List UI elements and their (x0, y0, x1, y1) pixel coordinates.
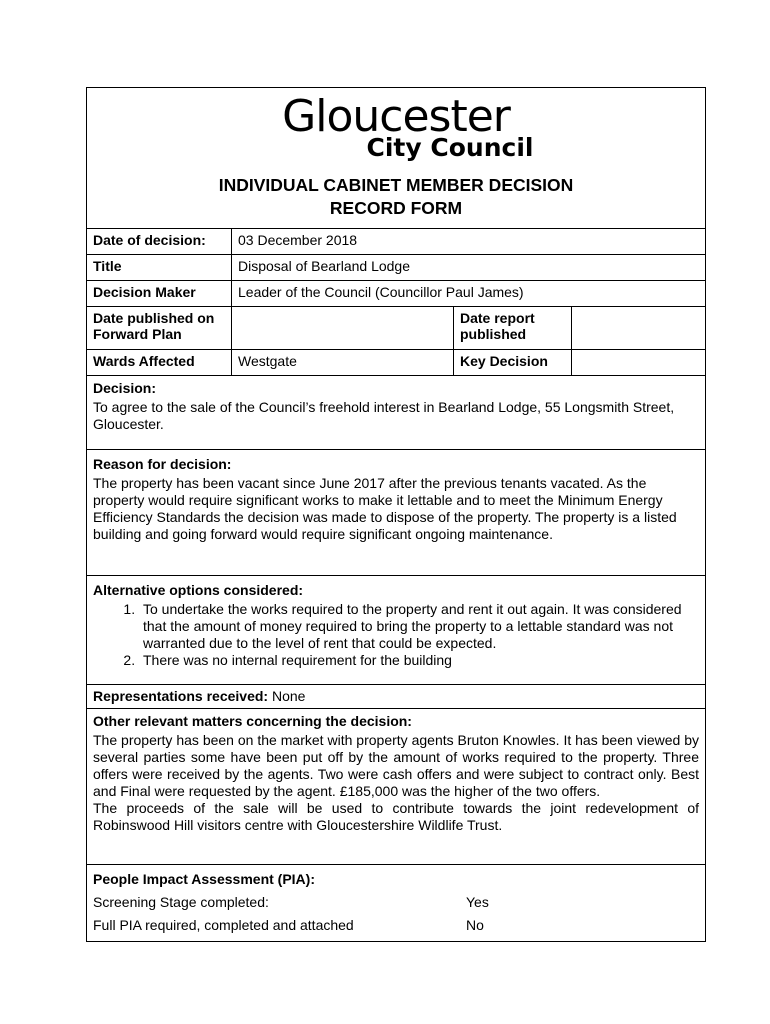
pia-screening-label: Screening Stage completed: (93, 894, 269, 910)
decision-text: To agree to the sale of the Council’s freehold interest in Bearland Lodge, 55 Longsmith Street, Gloucester. (93, 399, 675, 432)
decision-maker-label: Decision Maker (87, 281, 232, 306)
reason-text: The property has been vacant since June 2017 after the previous tenants vacated. As the property would require significant works to make it lettable and to meet the Minimum Energy Efficiency Standards the decision was made to dispose of the property. The property is a listed building and going forward would require significant ongoing maintenance. (93, 475, 677, 542)
row-title (87, 255, 705, 281)
decision-section (87, 376, 705, 450)
row-decision-maker (87, 281, 705, 307)
form-title-line-1: INDIVIDUAL CABINET MEMBER DECISION (218, 175, 574, 195)
other-matters-paragraph-2: The proceeds of the sale will be used to contribute towards the joint redevelopment of Robinswood Hill visitors centre with Gloucestershire Wildlife Trust. (93, 800, 699, 833)
other-matters-heading: Other relevant matters concerning the decision: (93, 713, 412, 729)
alternative-item: 2. There was no internal requirement for the building (139, 652, 699, 669)
alternatives-section (87, 576, 705, 685)
reason-heading: Reason for decision: (93, 456, 232, 472)
title-value: Disposal of Bearland Lodge (238, 258, 411, 274)
wards-value: Westgate (232, 350, 454, 375)
pia-full-line (93, 917, 699, 934)
row-date-of-decision (87, 229, 705, 255)
wards-label: Wards Affected (87, 350, 232, 375)
representations-heading: Representations received: (93, 688, 269, 704)
row-publication (87, 307, 705, 350)
other-matters-paragraph-1: The property has been on the market with property agents Bruton Knowles. It has been viewed by several parties some have been put off by the amount of works required to the property. Three offers were received by the agents. Two were cash offers and were subject to contract only. Best and Final were requested by the agent. £185,000 was the higher of the two offers. (93, 732, 699, 799)
form-header (87, 88, 705, 229)
decision-maker-value: Leader of the Council (Councillor Paul James) (238, 284, 524, 300)
decision-record-form (86, 87, 706, 942)
form-title (87, 174, 705, 220)
pia-section (87, 865, 705, 941)
key-decision-label: Key Decision (454, 350, 572, 375)
alternative-item: 1. To undertake the works required to the property and rent it out again. It was considered that the amount of money required to bring the property to a lettable standard was not warranted due to the level of rent that could be expected. (139, 601, 699, 652)
date-published-value (232, 307, 454, 349)
date-report-label: Date report published (454, 307, 572, 349)
decision-heading: Decision: (93, 380, 157, 396)
form-title-line-2: RECORD FORM (329, 198, 463, 218)
alternatives-list (93, 601, 699, 669)
date-of-decision-value: 03 December 2018 (238, 232, 358, 248)
alternatives-heading: Alternative options considered: (93, 582, 304, 598)
pia-screening-value: Yes (466, 894, 489, 910)
pia-heading: People Impact Assessment (PIA): (93, 871, 315, 887)
row-wards (87, 350, 705, 376)
title-label: Title (87, 255, 232, 280)
council-logo (87, 91, 705, 162)
representations-section (87, 685, 705, 709)
pia-full-value: No (466, 917, 484, 933)
logo-line-2: City Council (366, 133, 534, 162)
representations-value: None (271, 688, 306, 704)
date-report-value (572, 307, 705, 349)
key-decision-value (572, 350, 705, 375)
reason-section (87, 450, 705, 576)
pia-full-label: Full PIA required, completed and attached (93, 917, 354, 933)
date-of-decision-label: Date of decision: (87, 229, 232, 254)
date-published-label: Date published on Forward Plan (87, 307, 232, 349)
other-matters-section (87, 709, 705, 865)
logo-line-1: Gloucester (282, 91, 510, 142)
pia-screening-line (93, 894, 699, 911)
